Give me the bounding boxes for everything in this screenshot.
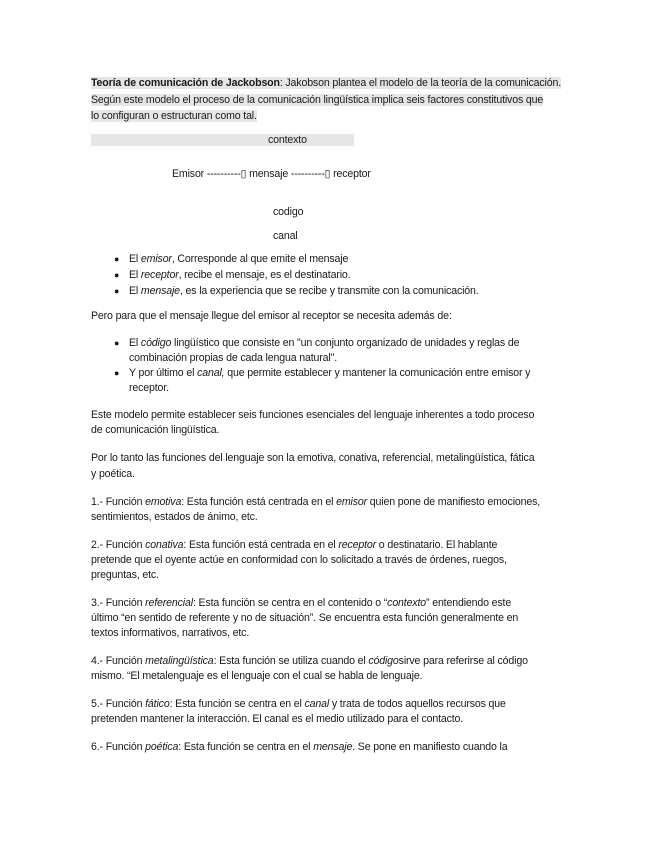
bullet-codigo-l2: combinación propias de cada lengua natural". (129, 352, 338, 364)
funcion-emotiva-l1: 1.- Función emotiva: Esta función está centrada en el emisor quien pone de manifiesto emociones, (91, 496, 541, 508)
para-2-l1: Este modelo permite establecer seis funciones esenciales del lenguaje inherentes a todo proceso (91, 409, 535, 421)
bullet-emisor: El emisor, Corresponde al que emite el mensaje (129, 253, 349, 265)
contexto-shade (91, 134, 354, 146)
bullet-dot: ● (114, 270, 120, 280)
diagram-codigo: codigo (273, 206, 304, 218)
intro-line-2: Según este modelo el proceso de la comunicación lingüística implica seis factores constitutivos que (91, 94, 544, 106)
diagram-emisor-line: Emisor ----------▯ mensaje ----------▯ receptor (172, 168, 371, 180)
funcion-fatica-l1: 5.- Función fático: Esta función se centra en el canal y trata de todos aquellos recursos que (91, 698, 506, 710)
bullet-receptor: El receptor, recibe el mensaje, es el destinatario. (129, 269, 351, 281)
funcion-poetica-l1: 6.- Función poética: Esta función se centra en el mensaje. Se pone en manifiesto cuando la (91, 741, 508, 753)
funcion-conativa-l3: preguntas, etc. (91, 569, 159, 581)
para-1: Pero para que el mensaje llegue del emisor al receptor se necesita además de: (91, 310, 452, 322)
intro-title: Teoría de comunicación de Jackobson (91, 77, 280, 89)
funcion-metalinguistica-l2: mismo. “El metalenguaje es el lenguaje con el cual se habla de lenguaje. (91, 670, 423, 682)
bullet-codigo-l1: El código lingüístico que consiste en "un conjunto organizado de unidades y reglas de (129, 337, 520, 349)
funcion-referencial-l1: 3.- Función referencial: Esta función se centra en el contenido o “contexto” entendiendo este (91, 597, 512, 609)
bullet-dot: ● (114, 286, 120, 296)
intro-line-1: Teoría de comunicación de Jackobson: Jakobson plantea el modelo de la teoría de la comunicación. (91, 77, 562, 89)
funcion-conativa-l2: pretende que el oyente actúe en conformidad con lo solicitado a través de órdenes, ruegos, (91, 554, 507, 566)
funcion-referencial-l2: último “en sentido de referente y no de situación”. Se encuentra esta función generalmente en (91, 612, 519, 624)
para-3-l2: y poética. (91, 468, 135, 480)
bullet-dot: ● (114, 254, 120, 264)
funcion-emotiva-l2: sentimientos, estados de ánimo, etc. (91, 511, 258, 523)
bullet-dot: ● (114, 338, 120, 348)
funcion-metalinguistica-l1: 4.- Función metalingüística: Esta función se utiliza cuando el códigosirve para referirse al código (91, 655, 528, 667)
bullet-dot: ● (114, 368, 120, 378)
bullet-mensaje: El mensaje, es la experiencia que se recibe y transmite con la comunicación. (129, 285, 479, 297)
funcion-conativa-l1: 2.- Función conativa: Esta función está centrada en el receptor o destinatario. El hablante (91, 539, 498, 551)
intro-line-3: lo configuran o estructuran como tal. (91, 110, 257, 122)
bullet-canal-l1: Y por último el canal, que permite establecer y mantener la comunicación entre emisor y (129, 367, 531, 379)
funcion-referencial-l3: textos informativos, narrativos, etc. (91, 627, 250, 639)
bullet-canal-l2: receptor. (129, 382, 169, 394)
para-2-l2: de comunicación lingüística. (91, 424, 220, 436)
diagram-contexto: contexto (268, 134, 307, 146)
para-3-l1: Por lo tanto las funciones del lenguaje son la emotiva, conativa, referencial, metalingüística, fática (91, 452, 535, 464)
diagram-canal: canal (273, 230, 298, 242)
funcion-fatica-l2: pretenden mantener la interacción. El canal es el medio utilizado para el contacto. (91, 713, 464, 725)
